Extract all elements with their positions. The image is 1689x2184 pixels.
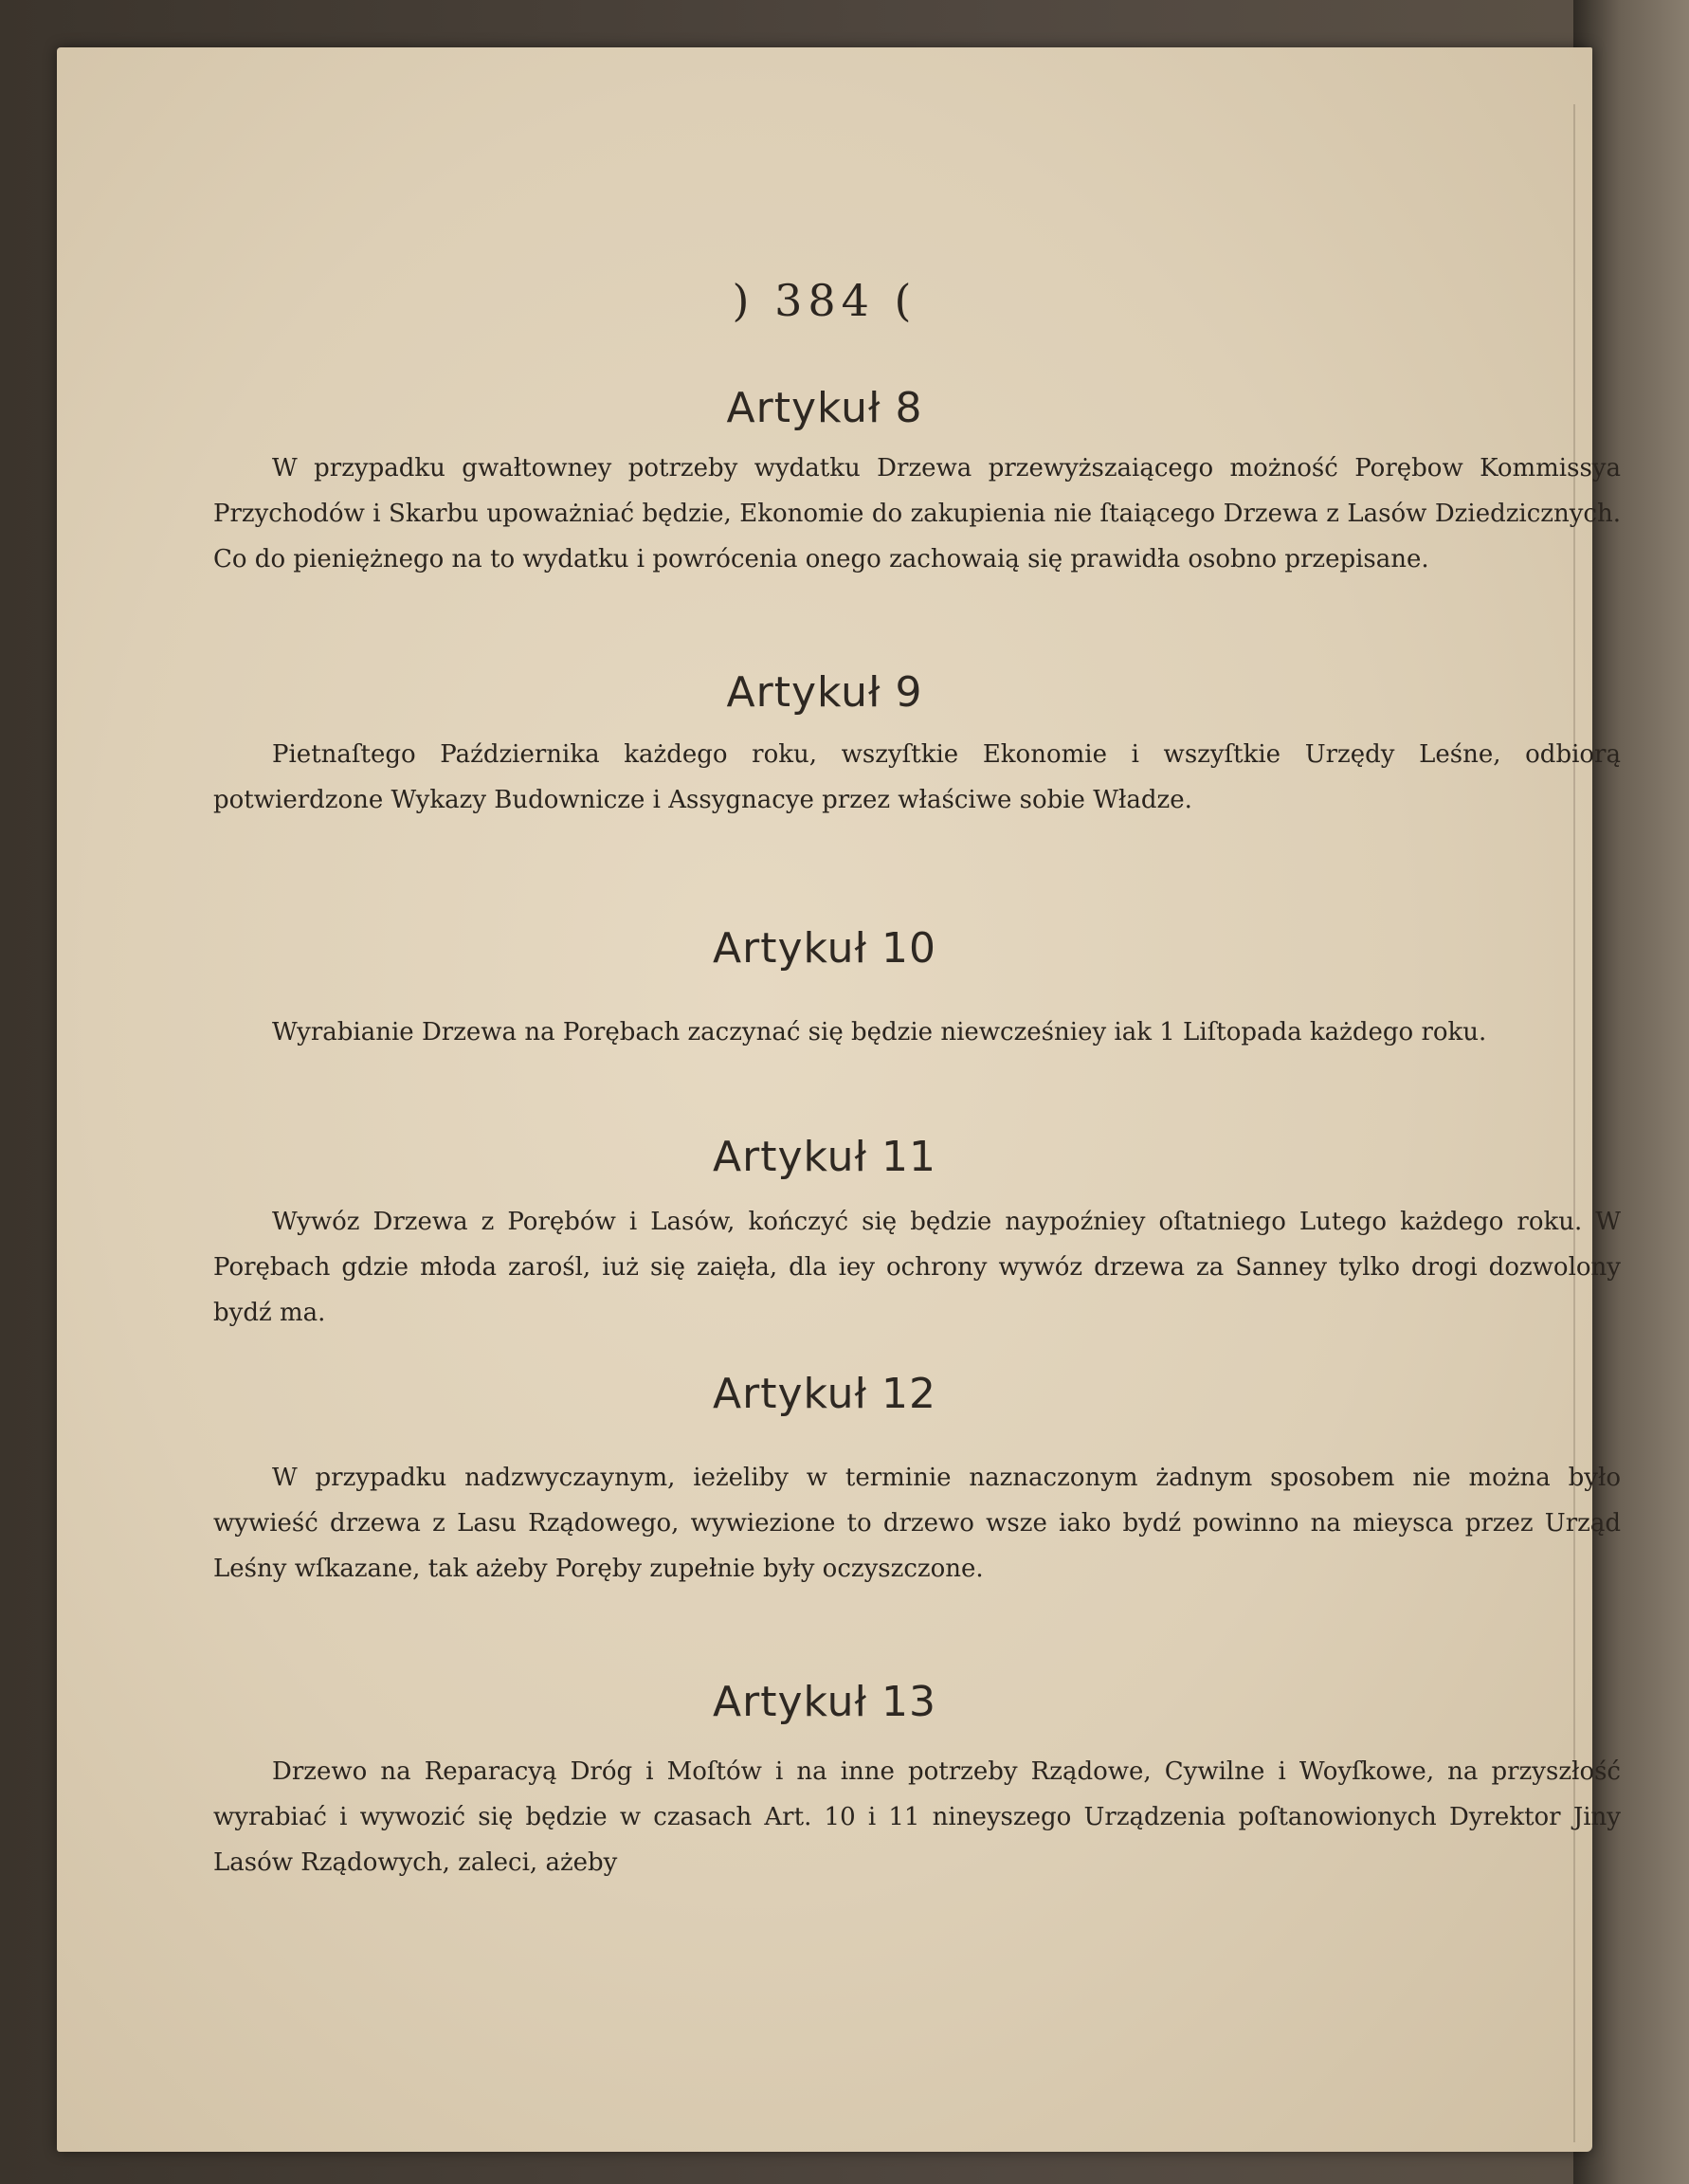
section-text-9: Pietnaſtego Października każdego roku, wszyſtkie Ekonomie i wszyſtkie Urzędy Leśne, odbiorą potwierdzone Wykazy Budownicze i Assygnacye przez właściwe sobie Władze. <box>213 740 1621 814</box>
section-text-12: W przypadku nadzwyczaynym, ieżeliby w terminie naznaczonym żadnym sposobem nie można było wywieść drzewa z Lasu Rządowego, wywiezione to drzewo wsze iako bydź powinno na mieysca przez Urząd Leśny wſkazane, tak ażeby Poręby zupełnie były oczyszczone. <box>213 1464 1621 1583</box>
document-page <box>57 47 1621 2152</box>
section-text-11: Wywóz Drzewa z Porębów i Lasów, kończyć się będzie naypoźniey oſtatniego Lutego każdego roku. W Porębach gdzie młoda zarośl, iuż się zaięła, dla iey ochrony wywóz drzewa za Sanney tylko drogi dozwolony bydź ma. <box>213 1208 1621 1327</box>
section-heading-8: Artykuł 8 <box>726 384 923 432</box>
section-text-8: W przypadku gwałtowney potrzeby wydatku Drzewa przewyższaiącego możność Porębow Kommissya Przychodów i Skarbu upoważniać będzie, Ekonomie do zakupienia nie ſtaiącego Drzewa z Lasów Dziedzicznych. Co do pieniężnego na to wydatku i powrócenia onego zachowaią się prawidła osobno przepisane. <box>213 454 1621 573</box>
section-heading-11: Artykuł 11 <box>713 1133 936 1181</box>
page-number: ) 384 ( <box>732 275 917 326</box>
section-text-13: Drzewo na Reparacyą Dróg i Moſtów i na inne potrzeby Rządowe, Cywilne i Woyſkowe, na przyszłość wyrabiać i wywozić się będzie w czasach Art. 10 i 11 nineyszego Urządzenia poſtanowionych Dyrektor Jiny Lasów Rządowych, zaleci, ażeby <box>213 1757 1621 1877</box>
section-heading-12: Artykuł 12 <box>713 1370 936 1418</box>
section-heading-9: Artykuł 9 <box>726 668 923 717</box>
section-text-10: Wyrabianie Drzewa na Porębach zaczynać się będzie niewcześniey iak 1 Liſtopada każdego roku. <box>272 1018 1487 1046</box>
section-heading-13: Artykuł 13 <box>713 1678 936 1726</box>
section-heading-10: Artykuł 10 <box>713 924 936 973</box>
